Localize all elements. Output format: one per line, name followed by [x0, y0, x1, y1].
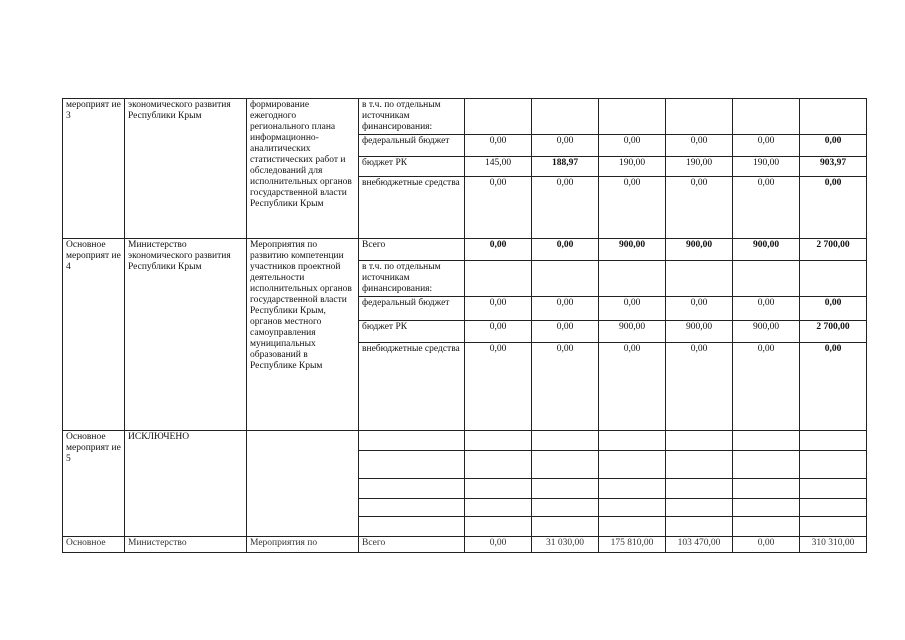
source-label: федеральный бюджет — [359, 297, 465, 321]
value-cell: 900,00 — [666, 321, 733, 343]
value-cell: 900,00 — [666, 239, 733, 261]
executor: экономического развития Республики Крым — [125, 99, 247, 239]
measure-description: Мероприятия по — [247, 537, 359, 553]
source-label: Всего — [359, 239, 465, 261]
value-cell: 0,00 — [465, 177, 532, 239]
empty-cell — [599, 451, 666, 479]
value-cell: 188,97 — [532, 157, 599, 177]
value-cell: 190,00 — [599, 157, 666, 177]
measure-description: Мероприятия по развитию компетенции участников проектной деятельности исполнительных органов государственной власти Республики Крым, органов местного самоуправления муниципальных образований в Республике Крым — [247, 239, 359, 431]
empty-cell — [599, 479, 666, 499]
value-cell: 310 310,00 — [800, 537, 867, 553]
value-cell: 0,00 — [599, 177, 666, 239]
source-label: Всего — [359, 537, 465, 553]
empty-cell — [359, 499, 465, 517]
value-cell: 0,00 — [666, 135, 733, 157]
value-cell: 175 810,00 — [599, 537, 666, 553]
value-cell: 0,00 — [532, 239, 599, 261]
empty-cell — [800, 479, 867, 499]
value-cell: 0,00 — [465, 297, 532, 321]
empty-cell — [465, 517, 532, 537]
value-cell — [666, 261, 733, 297]
value-cell: 900,00 — [733, 239, 800, 261]
value-cell — [532, 261, 599, 297]
value-cell: 103 470,00 — [666, 537, 733, 553]
value-cell: 0,00 — [800, 177, 867, 239]
value-cell: 0,00 — [532, 297, 599, 321]
value-cell — [733, 261, 800, 297]
source-label: в т.ч. по отдельным источникам финансирования: — [359, 99, 465, 135]
table-row — [63, 537, 867, 553]
value-cell — [599, 261, 666, 297]
executor: ИСКЛЮЧЕНО — [125, 431, 247, 537]
empty-cell — [465, 451, 532, 479]
value-cell: 0,00 — [800, 135, 867, 157]
measure-number: Основное мероприят ие 5 — [63, 431, 125, 537]
value-cell: 0,00 — [599, 135, 666, 157]
empty-cell — [800, 499, 867, 517]
measure-description — [247, 431, 359, 537]
value-cell: 2 700,00 — [800, 321, 867, 343]
source-label: внебюджетные средства — [359, 343, 465, 431]
empty-cell — [465, 431, 532, 451]
value-cell: 0,00 — [666, 177, 733, 239]
empty-cell — [359, 431, 465, 451]
empty-cell — [532, 517, 599, 537]
financing-table — [62, 98, 867, 553]
source-label: в т.ч. по отдельным источникам финансирования: — [359, 261, 465, 297]
measure-number: Основное — [63, 537, 125, 553]
value-cell: 0,00 — [465, 239, 532, 261]
source-label: бюджет РК — [359, 321, 465, 343]
empty-cell — [599, 499, 666, 517]
empty-cell — [666, 499, 733, 517]
value-cell: 0,00 — [800, 343, 867, 431]
empty-cell — [666, 479, 733, 499]
value-cell: 0,00 — [599, 297, 666, 321]
empty-cell — [359, 451, 465, 479]
empty-cell — [666, 517, 733, 537]
value-cell: 0,00 — [599, 343, 666, 431]
value-cell: 0,00 — [532, 135, 599, 157]
value-cell: 190,00 — [666, 157, 733, 177]
empty-cell — [532, 451, 599, 479]
value-cell: 903,97 — [800, 157, 867, 177]
value-cell: 0,00 — [733, 135, 800, 157]
table-row — [63, 99, 867, 135]
source-label: федеральный бюджет — [359, 135, 465, 157]
empty-cell — [599, 431, 666, 451]
executor: Министерство экономического развития Республики Крым — [125, 239, 247, 431]
value-cell — [599, 99, 666, 135]
value-cell — [733, 99, 800, 135]
value-cell — [465, 99, 532, 135]
value-cell — [532, 99, 599, 135]
value-cell: 145,00 — [465, 157, 532, 177]
empty-cell — [733, 517, 800, 537]
value-cell: 0,00 — [532, 321, 599, 343]
value-cell: 0,00 — [465, 537, 532, 553]
empty-cell — [733, 479, 800, 499]
table-row — [63, 239, 867, 261]
value-cell: 900,00 — [733, 321, 800, 343]
value-cell: 0,00 — [733, 177, 800, 239]
empty-cell — [532, 431, 599, 451]
empty-cell — [599, 517, 666, 537]
value-cell: 0,00 — [733, 343, 800, 431]
value-cell: 900,00 — [599, 239, 666, 261]
value-cell: 190,00 — [733, 157, 800, 177]
value-cell: 0,00 — [465, 321, 532, 343]
source-label: бюджет РК — [359, 157, 465, 177]
value-cell — [800, 99, 867, 135]
value-cell: 0,00 — [733, 297, 800, 321]
value-cell — [666, 99, 733, 135]
empty-cell — [666, 451, 733, 479]
value-cell: 31 030,00 — [532, 537, 599, 553]
value-cell: 2 700,00 — [800, 239, 867, 261]
empty-cell — [666, 431, 733, 451]
value-cell: 0,00 — [666, 343, 733, 431]
measure-number: Основное мероприят ие 4 — [63, 239, 125, 431]
executor: Министерство — [125, 537, 247, 553]
value-cell — [800, 261, 867, 297]
empty-cell — [465, 479, 532, 499]
empty-cell — [733, 499, 800, 517]
empty-cell — [359, 517, 465, 537]
empty-cell — [359, 479, 465, 499]
value-cell: 0,00 — [666, 297, 733, 321]
empty-cell — [800, 517, 867, 537]
value-cell: 900,00 — [599, 321, 666, 343]
empty-cell — [465, 499, 532, 517]
value-cell: 0,00 — [733, 537, 800, 553]
measure-description: формирование ежегодного регионального плана информационно-аналитических статистических работ и обследований для исполнительных органов государственной власти Республики Крым — [247, 99, 359, 239]
value-cell: 0,00 — [465, 343, 532, 431]
source-label: внебюджетные средства — [359, 177, 465, 239]
value-cell: 0,00 — [532, 343, 599, 431]
value-cell: 0,00 — [800, 297, 867, 321]
empty-cell — [532, 479, 599, 499]
value-cell: 0,00 — [532, 177, 599, 239]
measure-number: мероприят ие 3 — [63, 99, 125, 239]
table-row — [63, 431, 867, 451]
empty-cell — [733, 431, 800, 451]
value-cell — [465, 261, 532, 297]
empty-cell — [733, 451, 800, 479]
empty-cell — [532, 499, 599, 517]
empty-cell — [800, 431, 867, 451]
value-cell: 0,00 — [465, 135, 532, 157]
empty-cell — [800, 451, 867, 479]
